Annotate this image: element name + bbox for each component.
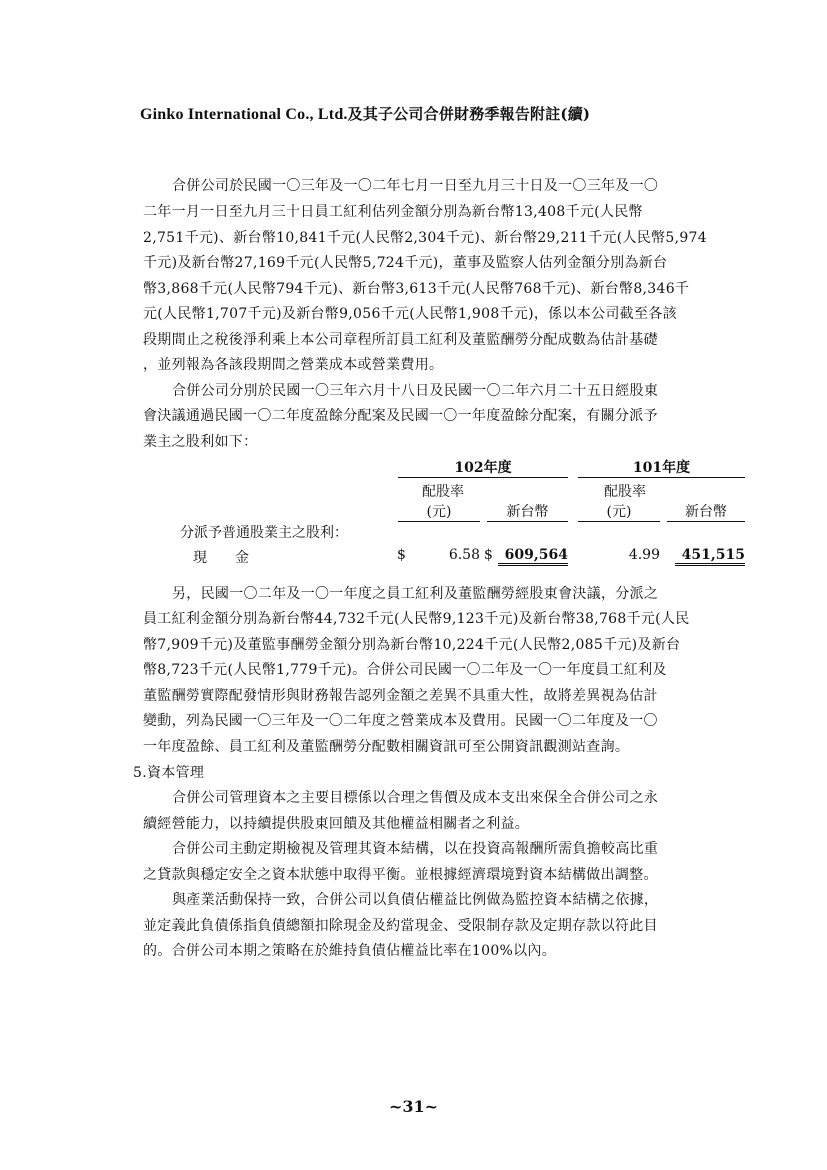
- para6-line-3: 的。合併公司本期之策略在於維持負債佔權益比率在100%以內。: [143, 943, 557, 959]
- para1-line-2: 二年一月一日至九月三十日員工紅利估列金額分別為新台幣13,408千元(人民幣: [143, 204, 643, 220]
- rate-header-101-line2: (元): [578, 501, 660, 522]
- amount-header-102: 新台幣: [487, 501, 568, 522]
- rate-102-value: 6.58: [448, 547, 480, 563]
- para4-line-1: 合併公司管理資本之主要目標係以合理之售價及成本支出來保全合併公司之永: [172, 790, 659, 806]
- para5-line-1: 合併公司主動定期檢視及管理其資本結構，以在投資高報酬所需負擔較高比重: [172, 841, 659, 857]
- row-label-cash: 現 金: [193, 550, 249, 566]
- para1-line-5: 幣3,868千元(人民幣794千元)、新台幣3,613千元(人民幣768千元)、新台幣8,346千: [143, 281, 690, 297]
- company-name: Ginko International Co., Ltd.: [140, 106, 348, 123]
- para1-line-8: ，並列報為各該段期間之營業成本或營業費用。: [143, 357, 444, 373]
- para3-line-5: 董監酬勞實際配發情形與財務報告認列金額之差異不具重大性，故將差異視為估計: [143, 688, 658, 704]
- amount-101-value: 451,515: [675, 547, 745, 566]
- currency-symbol-rate: $: [397, 547, 406, 563]
- year-header-102: 102年度: [398, 457, 568, 478]
- para1-line-1: 合併公司於民國一〇三年及一〇二年七月一日至九月三十日及一〇三年及一〇: [172, 178, 659, 194]
- para6-line-2: 並定義此負債係指負債總額扣除現金及約當現金、受限制存款及定期存款以符此目: [143, 918, 658, 934]
- para2-line-1: 合併公司分別於民國一〇三年六月十八日及民國一〇二年六月二十五日經股東: [172, 383, 659, 399]
- amount-102-value: 609,564: [498, 547, 568, 566]
- para6-line-1: 與產業活動保持一致，合併公司以負債佔權益比例做為監控資本結構之依據，: [172, 892, 659, 908]
- header-title: 及其子公司合併財務季報告附註(續): [347, 105, 591, 123]
- rate-header-101-line1: 配股率: [604, 484, 646, 500]
- para2-line-2: 會決議通過民國一〇二年度盈餘分配案及民國一〇一年度盈餘分配案，有關分派予: [143, 408, 658, 424]
- section-label: 分派予普通股業主之股利：: [180, 525, 348, 541]
- para3-line-7: 一年度盈餘、員工紅利及董監酬勞分配數相關資訊可至公開資訊觀測站查詢。: [143, 739, 630, 755]
- rate-header-102-line2: (元): [398, 501, 480, 522]
- currency-symbol-amount: $: [484, 547, 493, 563]
- year-header-101: 101年度: [578, 457, 745, 478]
- para3-line-4: 幣8,723千元(人民幣1,779千元)。合併公司民國一〇二年及一〇一年度員工紅利及: [143, 662, 667, 678]
- page-number: ~31~: [388, 1097, 439, 1116]
- para5-line-2: 之貸款與穩定安全之資本狀態中取得平衡。並根據經濟環境對資本結構做出調整。: [143, 867, 658, 883]
- rate-101-value: 4.99: [628, 547, 660, 563]
- page-header: [140, 103, 590, 124]
- section-5-title: 5.資本管理: [133, 765, 205, 781]
- para3-line-6: 變動，列為民國一〇三年及一〇二年度之營業成本及費用。民國一〇二年度及一〇: [143, 713, 658, 729]
- para1-line-3: 2,751千元)、新台幣10,841千元(人民幣2,304千元)、新台幣29,211千元(人民幣5,974: [143, 230, 707, 246]
- para1-line-7: 段期間止之稅後淨利乘上本公司章程所訂員工紅利及董監酬勞分配成數為估計基礎: [143, 332, 658, 348]
- para4-line-2: 續經營能力，以持續提供股東回饋及其他權益相關者之利益。: [143, 816, 530, 832]
- para3-line-1: 另，民國一〇二年及一〇一年度之員工紅利及董監酬勞經股東會決議，分派之: [172, 586, 659, 602]
- para2-line-3: 業主之股利如下：: [143, 434, 258, 450]
- para3-line-3: 幣7,909千元)及董監事酬勞金額分別為新台幣10,224千元(人民幣2,085千元)及新台: [143, 637, 681, 653]
- para3-line-2: 員工紅利金額分別為新台幣44,732千元(人民幣9,123千元)及新台幣38,768千元(人民: [143, 611, 690, 627]
- para1-line-6: 元(人民幣1,707千元)及新台幣9,056千元(人民幣1,908千元)，係以本公司截至各該: [143, 306, 677, 322]
- rate-header-102-line1: 配股率: [422, 484, 464, 500]
- para1-line-4: 千元)及新台幣27,169千元(人民幣5,724千元)，董事及監察人估列金額分別為新台: [143, 255, 668, 271]
- amount-header-101: 新台幣: [667, 501, 745, 522]
